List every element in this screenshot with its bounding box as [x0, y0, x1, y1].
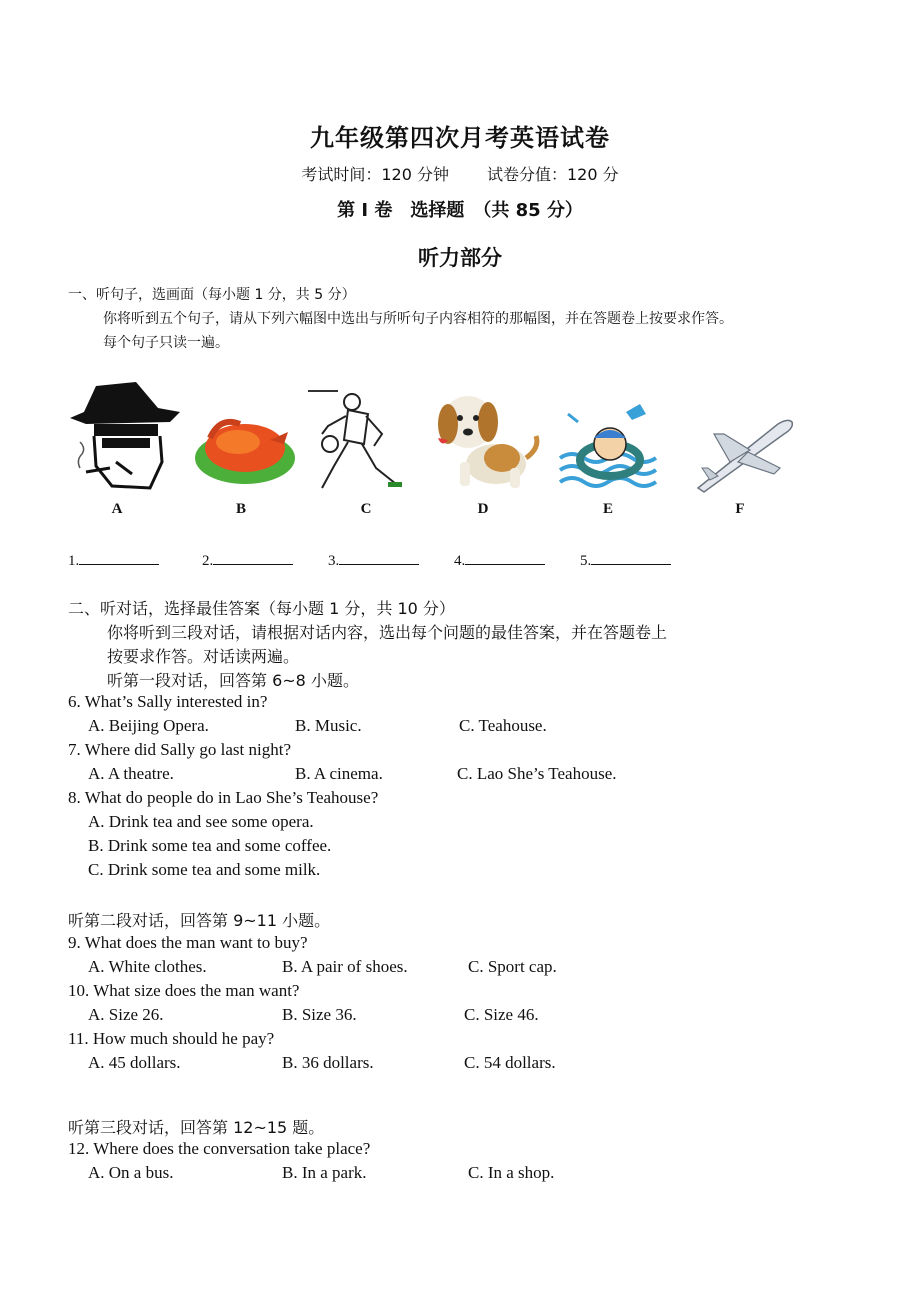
q7-option-c[interactable]: C. Lao She’s Teahouse.: [457, 764, 617, 783]
exam-title: 九年级第四次月考英语试卷: [310, 123, 610, 152]
picture-label-d: D: [477, 501, 489, 517]
q11-option-a[interactable]: A. 45 dollars.: [88, 1053, 181, 1072]
q6-option-b[interactable]: B. Music.: [295, 716, 362, 735]
basketball-player-icon: [304, 388, 404, 494]
answer-blank-3[interactable]: 3.: [328, 550, 419, 570]
part-heading: 第 I 卷 选择题 （共 85 分）: [337, 200, 583, 221]
roast-duck-icon: [190, 400, 300, 494]
answer-blank-1[interactable]: 1.: [68, 550, 159, 570]
q12-option-b[interactable]: B. In a park.: [282, 1163, 367, 1182]
picture-label-a: A: [111, 501, 123, 517]
q9-option-b[interactable]: B. A pair of shoes.: [282, 957, 408, 976]
dialogue-3-intro: 听第三段对话，回答第 12~15 题。: [68, 1118, 325, 1137]
picture-label-b: B: [235, 501, 246, 517]
q8-option-b[interactable]: B. Drink some tea and some coffee.: [88, 836, 332, 855]
dialogue-2-intro: 听第二段对话，回答第 9~11 小题。: [68, 911, 331, 930]
q7-option-b[interactable]: B. A cinema.: [295, 764, 383, 783]
dialogue-1-intro: 听第一段对话，回答第 6~8 小题。: [107, 671, 359, 690]
q11-option-b[interactable]: B. 36 dollars.: [282, 1053, 374, 1072]
sec2-instruction-2: 按要求作答。对话读两遍。: [107, 647, 300, 666]
picture-label-e: E: [602, 501, 613, 517]
question-12: 12. Where does the conversation take place?: [68, 1139, 371, 1158]
answer-blank-4[interactable]: 4.: [454, 550, 545, 570]
q10-option-a[interactable]: A. Size 26.: [88, 1005, 164, 1024]
q6-option-a[interactable]: A. Beijing Opera.: [88, 716, 209, 735]
q12-option-c[interactable]: C. In a shop.: [468, 1163, 555, 1182]
exam-time: 考试时间：120 分钟: [301, 165, 449, 184]
q9-option-a[interactable]: A. White clothes.: [88, 957, 207, 976]
q8-option-c[interactable]: C. Drink some tea and some milk.: [88, 860, 321, 879]
answer-blank-5[interactable]: 5.: [580, 550, 671, 570]
picture-label-f: F: [735, 501, 745, 517]
section-heading: 听力部分: [418, 246, 502, 270]
sec1-heading: 一、听句子，选画面（每小题 1 分，共 5 分）: [68, 287, 356, 303]
q6-option-c[interactable]: C. Teahouse.: [459, 716, 547, 735]
q7-option-a[interactable]: A. A theatre.: [88, 764, 174, 783]
puppy-icon: [430, 388, 544, 494]
q10-option-b[interactable]: B. Size 36.: [282, 1005, 357, 1024]
child-swimming-icon: [556, 398, 664, 494]
question-9: 9. What does the man want to buy?: [68, 933, 308, 952]
question-6: 6. What’s Sally interested in?: [68, 692, 268, 711]
exam-meta: [0, 162, 920, 185]
exam-score: 试卷分值：120 分: [487, 165, 619, 184]
question-8: 8. What do people do in Lao She’s Teahouse?: [68, 788, 379, 807]
question-11: 11. How much should he pay?: [68, 1029, 275, 1048]
q12-option-a[interactable]: A. On a bus.: [88, 1163, 174, 1182]
question-10: 10. What size does the man want?: [68, 981, 300, 1000]
sec1-instruction-2: 每个句子只读一遍。: [103, 335, 229, 351]
sec2-instruction-1: 你将听到三段对话，请根据对话内容，选出每个问题的最佳答案，并在答题卷上: [107, 623, 668, 642]
q8-option-a[interactable]: A. Drink tea and see some opera.: [88, 812, 314, 831]
answer-blank-2[interactable]: 2.: [202, 550, 293, 570]
man-with-hat-smoking-icon: [66, 378, 184, 494]
sec1-instruction-1: 你将听到五个句子，请从下列六幅图中选出与所听句子内容相符的那幅图，并在答题卷上按要求作答。: [103, 311, 733, 327]
picture-label-c: C: [360, 501, 372, 517]
q9-option-c[interactable]: C. Sport cap.: [468, 957, 557, 976]
airplane-icon: [690, 404, 796, 494]
question-7: 7. Where did Sally go last night?: [68, 740, 292, 759]
q10-option-c[interactable]: C. Size 46.: [464, 1005, 539, 1024]
sec2-heading: 二、听对话，选择最佳答案（每小题 1 分，共 10 分）: [68, 599, 455, 618]
q11-option-c[interactable]: C. 54 dollars.: [464, 1053, 556, 1072]
